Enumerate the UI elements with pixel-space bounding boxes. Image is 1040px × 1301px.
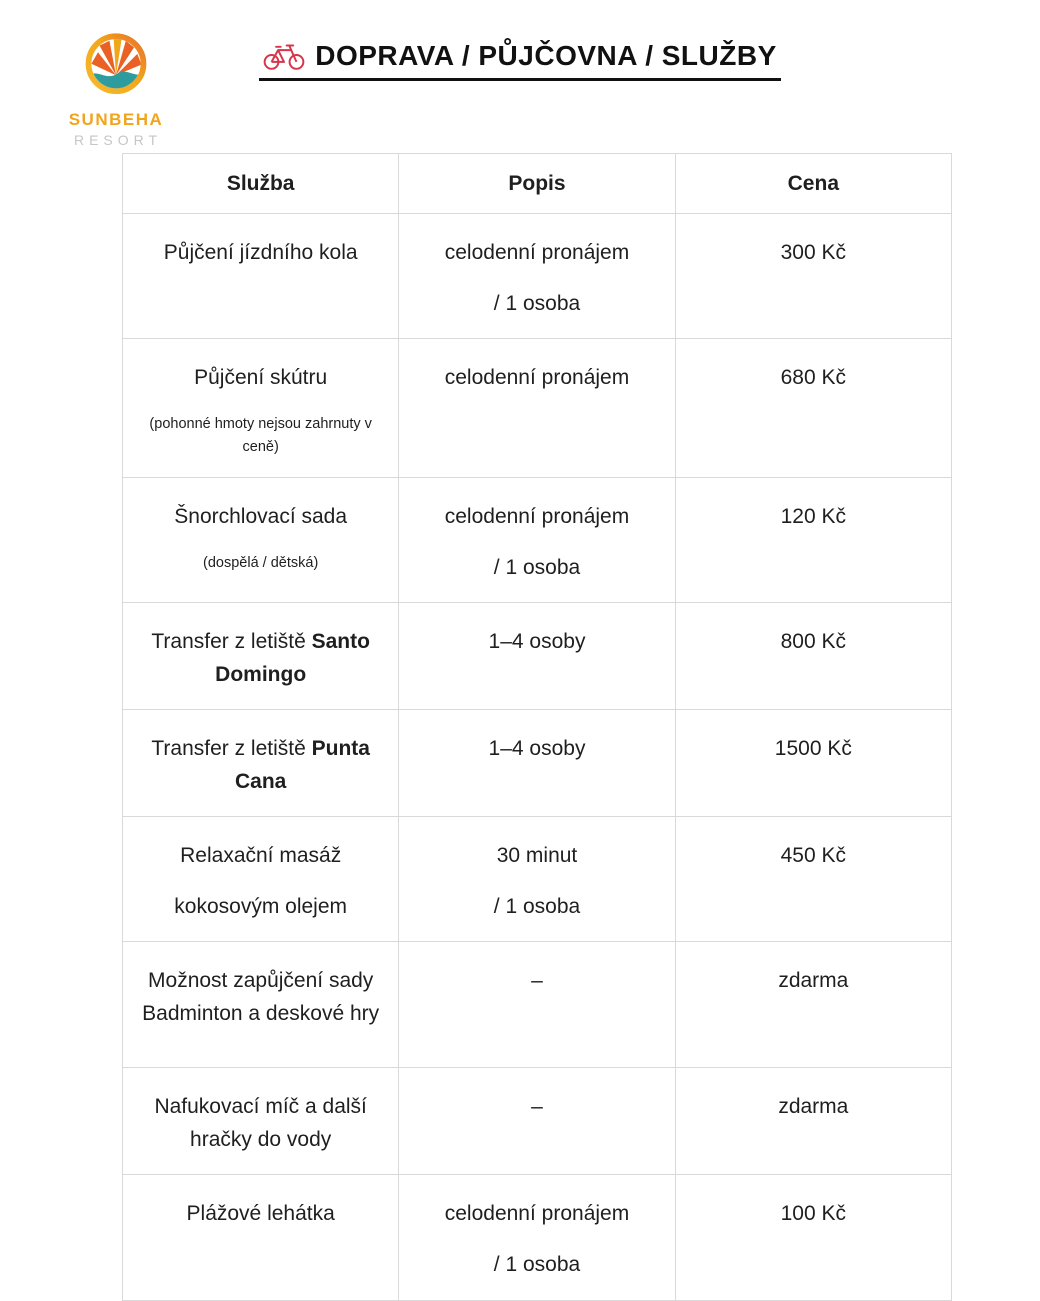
service-text: (pohonné hmoty nejsou zahrnuty v ceně) [149, 415, 372, 455]
service-text: Transfer z letiště [151, 737, 312, 761]
table-row [123, 1068, 952, 1175]
service-text: Relaxační masáž [180, 844, 342, 868]
description-cell: – [399, 942, 675, 1068]
description-cell: celodenní pronájem / 1 osoba [399, 1175, 675, 1300]
price-cell: zdarma [675, 942, 951, 1068]
table-body [123, 214, 952, 1301]
description-cell: celodenní pronájem [399, 339, 675, 478]
table-row [123, 942, 952, 1068]
price-cell: 800 Kč [675, 603, 951, 710]
services-price-table [122, 153, 952, 1301]
table-row [123, 1175, 952, 1300]
table-row [123, 478, 952, 603]
price-cell: 100 Kč [675, 1175, 951, 1300]
service-text: Transfer z letiště [151, 630, 312, 654]
price-cell: 1500 Kč [675, 710, 951, 817]
service-text: Santo Domingo [215, 630, 370, 686]
column-header: Cena [675, 154, 951, 214]
price-cell: 450 Kč [675, 817, 951, 942]
service-cell [123, 942, 399, 1068]
service-text: Nafukovací míč a další hračky do vody [154, 1095, 367, 1151]
table-row [123, 214, 952, 339]
column-header: Služba [123, 154, 399, 214]
service-text: Půjčení skútru [194, 366, 328, 390]
service-cell [123, 478, 399, 603]
service-text: (dospělá / dětská) [203, 554, 319, 571]
service-cell [123, 1175, 399, 1300]
description-cell: celodenní pronájem / 1 osoba [399, 214, 675, 339]
service-text: Půjčení jízdního kola [163, 241, 358, 264]
description-cell: celodenní pronájem / 1 osoba [399, 478, 675, 603]
bicycle-icon [263, 41, 305, 71]
price-cell: 300 Kč [675, 214, 951, 339]
service-cell [123, 603, 399, 710]
price-cell: zdarma [675, 1068, 951, 1175]
table-row [123, 339, 952, 478]
table-head [123, 154, 952, 214]
column-header: Popis [399, 154, 675, 214]
service-text: kokosovým olejem [174, 894, 348, 918]
service-text: Plážové lehátka [186, 1202, 335, 1226]
service-cell [123, 339, 399, 478]
table-row [123, 817, 952, 942]
service-text: Možnost zapůjčení sady Badminton a deskové hry [142, 969, 380, 1025]
service-cell [123, 1068, 399, 1175]
table-row [123, 710, 952, 817]
page-header [0, 40, 1040, 81]
description-cell: 30 minut / 1 osoba [399, 817, 675, 942]
description-cell: – [399, 1068, 675, 1175]
price-cell: 680 Kč [675, 339, 951, 478]
service-text: Punta Cana [234, 737, 370, 793]
description-cell: 1–4 osoby [399, 603, 675, 710]
service-cell [123, 214, 399, 339]
header-row [123, 154, 952, 214]
description-cell: 1–4 osoby [399, 710, 675, 817]
page-title: DOPRAVA / PŮJČOVNA / SLUŽBY [315, 40, 777, 71]
service-cell [123, 710, 399, 817]
table-row [123, 603, 952, 710]
service-text: Šnorchlovací sada [174, 505, 348, 529]
price-cell: 120 Kč [675, 478, 951, 603]
service-cell [123, 817, 399, 942]
logo-subtitle: RESORT [73, 132, 163, 148]
logo-name: SUNBEHA [68, 110, 164, 129]
